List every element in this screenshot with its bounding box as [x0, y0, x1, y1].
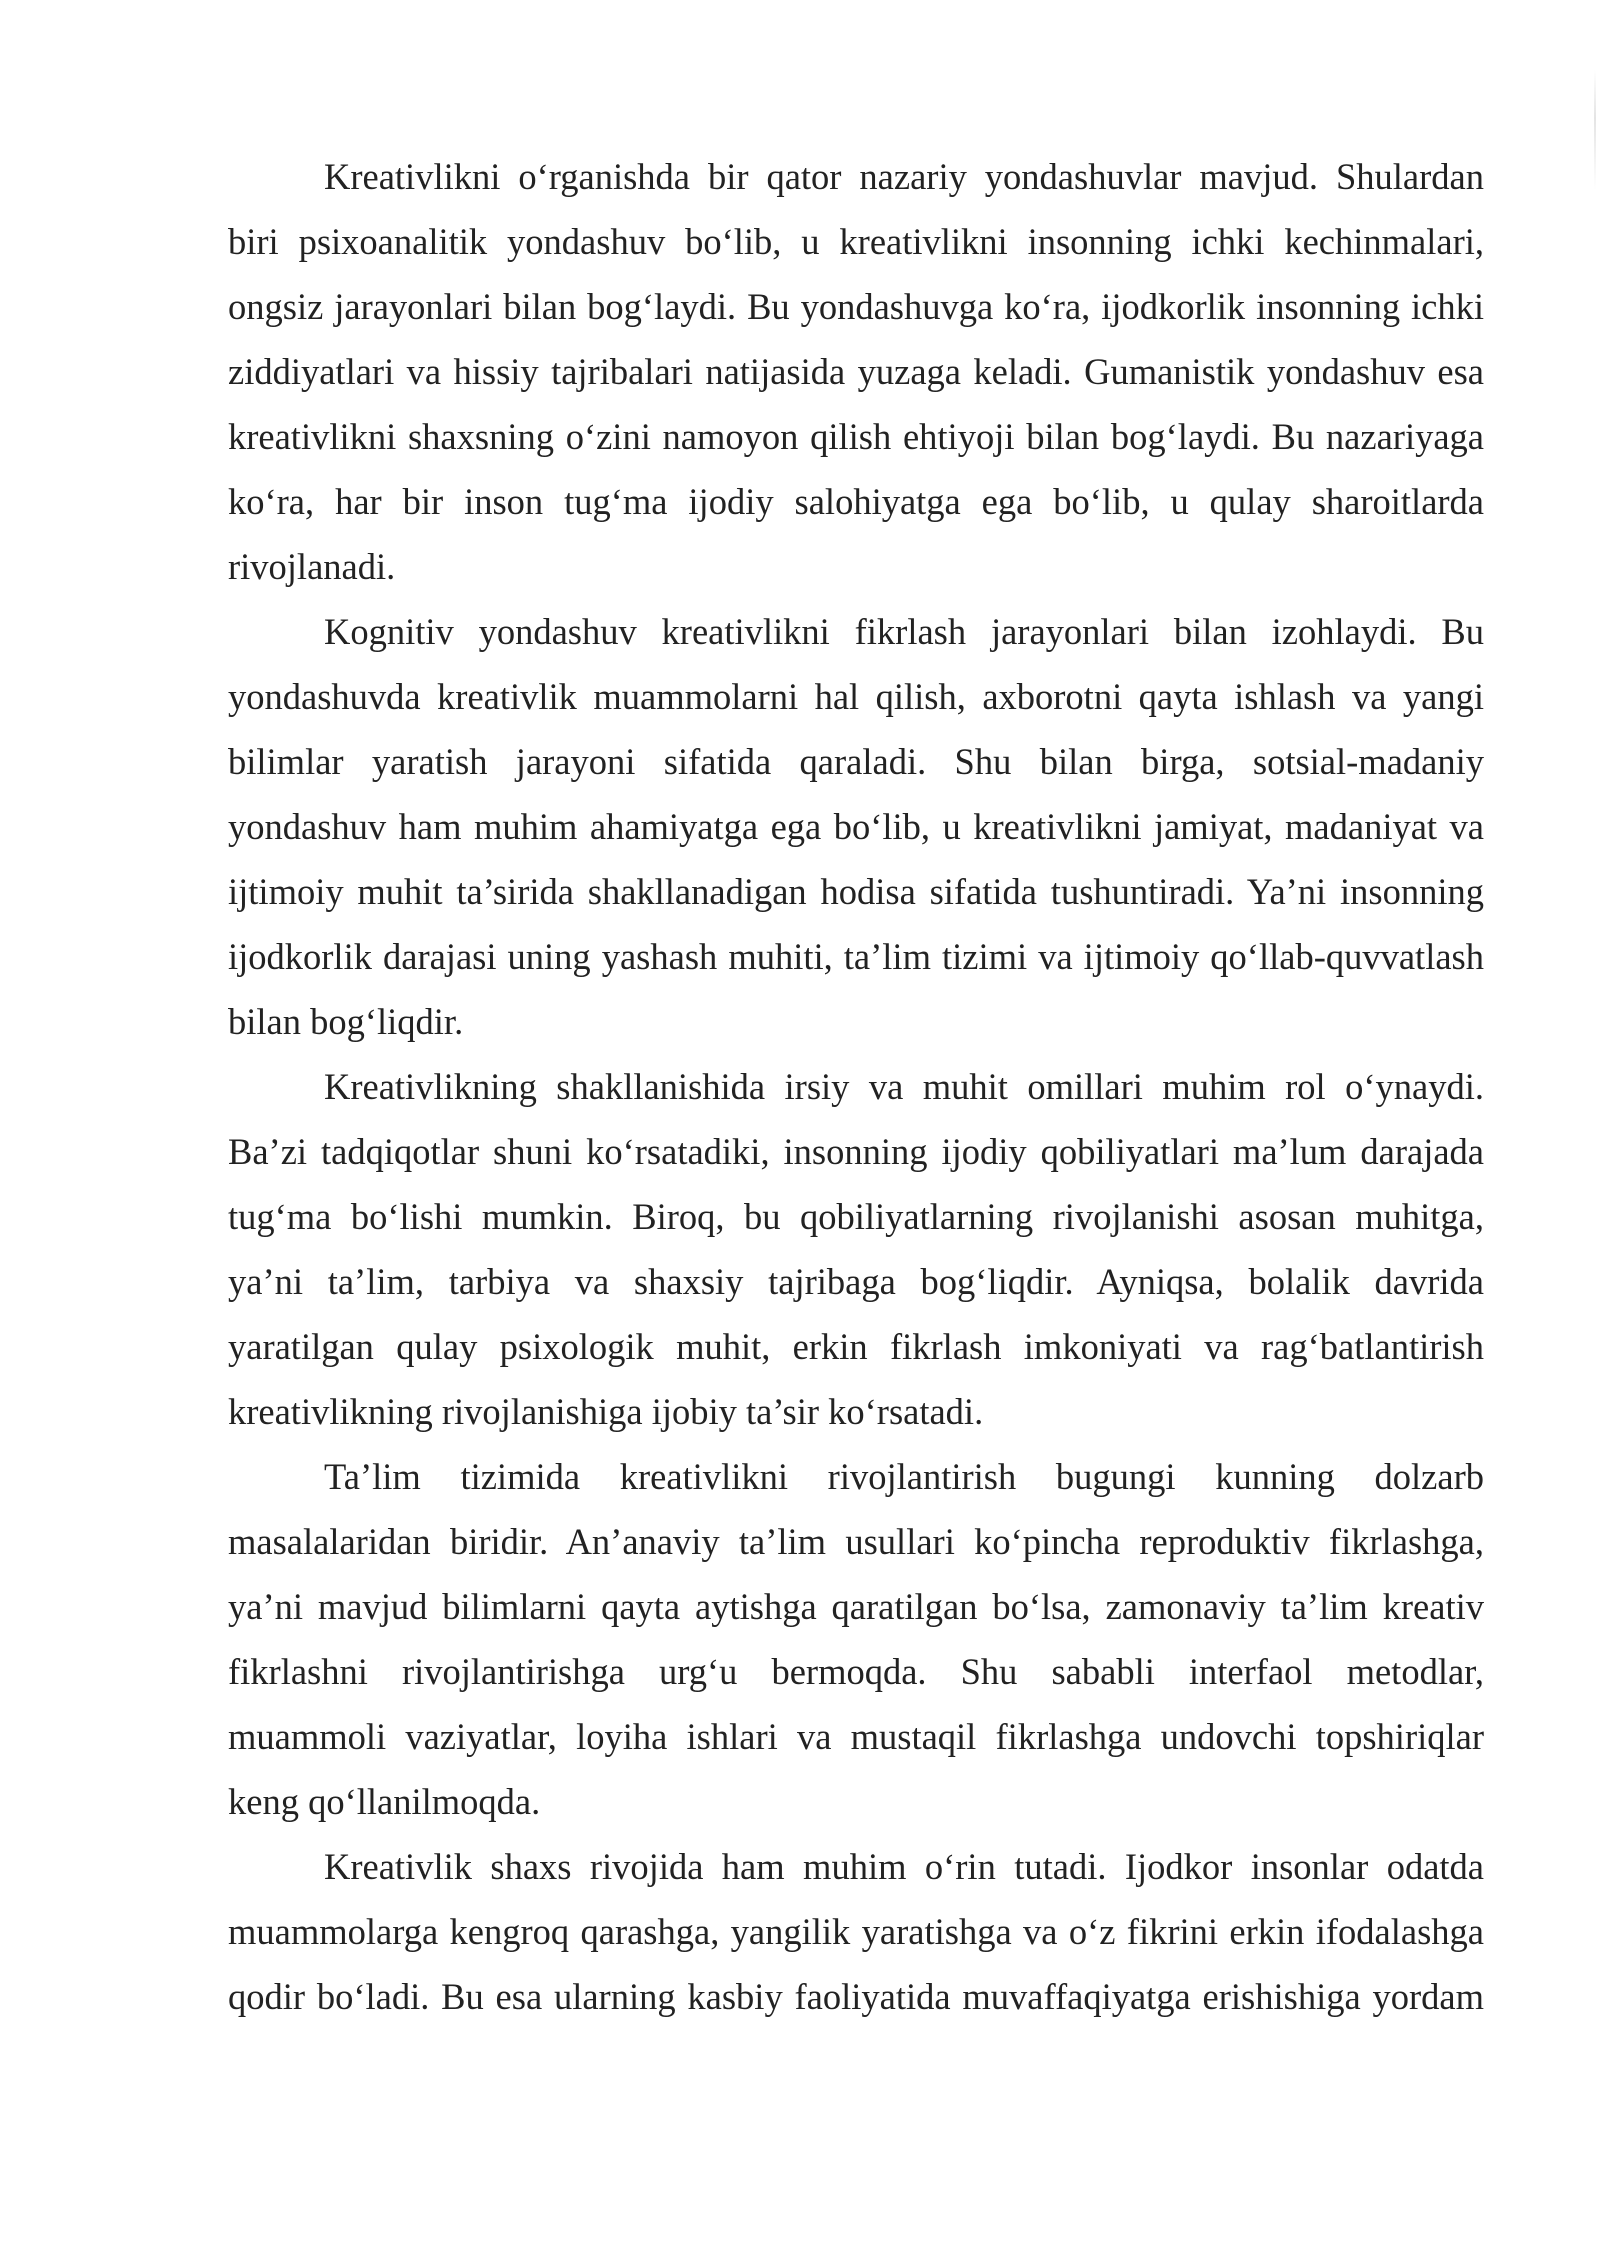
text-line: bilan bog‘liqdir.: [228, 1001, 464, 1042]
text-line: Kreativlikni o‘rganishda bir qator nazariy yondashuvlar mavjud. Shulardan: [324, 156, 1484, 197]
text-line: bilimlar yaratish jarayoni sifatida qaraladi. Shu bilan birga, sotsial-madaniy: [228, 741, 1484, 782]
text-line: tug‘ma bo‘lishi mumkin. Biroq, bu qobiliyatlarning rivojlanishi asosan muhitga,: [228, 1196, 1484, 1237]
text-line: ijtimoiy muhit ta’sirida shakllanadigan hodisa sifatida tushuntiradi. Ya’ni insonning: [228, 871, 1484, 912]
text-line: ko‘ra, har bir inson tug‘ma ijodiy salohiyatga ega bo‘lib, u qulay sharoitlarda: [228, 481, 1484, 522]
paragraph-3: [228, 1054, 1484, 1444]
paragraph-1: [228, 144, 1484, 599]
text-line: Kognitiv yondashuv kreativlikni fikrlash jarayonlari bilan izohlaydi. Bu: [324, 611, 1484, 652]
text-line: ongsiz jarayonlari bilan bog‘laydi. Bu yondashuvga ko‘ra, ijodkorlik insonning ichki: [228, 286, 1484, 327]
text-line: qodir bo‘ladi. Bu esa ularning kasbiy faoliyatida muvaffaqiyatga erishishiga yordam: [228, 1976, 1484, 2017]
paragraph-2: [228, 599, 1484, 1054]
text-line: kreativlikni shaxsning o‘zini namoyon qilish ehtiyoji bilan bog‘laydi. Bu nazariyaga: [228, 416, 1484, 457]
text-line: Ta’lim tizimida kreativlikni rivojlantirish bugungi kunning dolzarb: [324, 1456, 1484, 1497]
text-line: Kreativlikning shakllanishida irsiy va muhit omillari muhim rol o‘ynaydi.: [324, 1066, 1484, 1107]
text-line: kreativlikning rivojlanishiga ijobiy ta’sir ko‘rsatadi.: [228, 1391, 984, 1432]
text-line: muammolarga kengroq qarashga, yangilik yaratishga va o‘z fikrini erkin ifodalashga: [228, 1911, 1484, 1952]
text-line: ya’ni ta’lim, tarbiya va shaxsiy tajribaga bog‘liqdir. Ayniqsa, bolalik davrida: [228, 1261, 1484, 1302]
text-line: biri psixoanalitik yondashuv bo‘lib, u kreativlikni insonning ichki kechinmalari,: [228, 221, 1484, 262]
text-line: muammoli vaziyatlar, loyiha ishlari va mustaqil fikrlashga undovchi topshiriqlar: [228, 1716, 1484, 1757]
text-line: Ba’zi tadqiqotlar shuni ko‘rsatadiki, insonning ijodiy qobiliyatlari ma’lum darajada: [228, 1131, 1484, 1172]
text-line: yondashuv ham muhim ahamiyatga ega bo‘lib, u kreativlikni jamiyat, madaniyat va: [228, 806, 1484, 847]
text-line: fikrlashni rivojlantirishga urg‘u bermoqda. Shu sababli interfaol metodlar,: [228, 1651, 1484, 1692]
text-line: masalalaridan biridir. An’anaviy ta’lim usullari ko‘pincha reproduktiv fikrlashga,: [228, 1521, 1484, 1562]
text-line: ziddiyatlari va hissiy tajribalari natijasida yuzaga keladi. Gumanistik yondashuv esa: [228, 351, 1484, 392]
paragraph-5: [228, 1834, 1484, 2029]
text-line: Kreativlik shaxs rivojida ham muhim o‘rin tutadi. Ijodkor insonlar odatda: [324, 1846, 1484, 1887]
document-body: [228, 144, 1484, 2029]
text-line: yondashuvda kreativlik muammolarni hal qilish, axborotni qayta ishlash va yangi: [228, 676, 1484, 717]
text-line: keng qo‘llanilmoqda.: [228, 1781, 541, 1822]
text-line: ijodkorlik darajasi uning yashash muhiti, ta’lim tizimi va ijtimoiy qo‘llab-quvvatlash: [228, 936, 1484, 977]
text-line: rivojlanadi.: [228, 546, 396, 587]
paragraph-4: [228, 1444, 1484, 1834]
text-line: yaratilgan qulay psixologik muhit, erkin fikrlash imkoniyati va rag‘batlantirish: [228, 1326, 1484, 1367]
page-edge-shadow: [1594, 70, 1596, 190]
text-line: ya’ni mavjud bilimlarni qayta aytishga qaratilgan bo‘lsa, zamonaviy ta’lim kreativ: [228, 1586, 1484, 1627]
